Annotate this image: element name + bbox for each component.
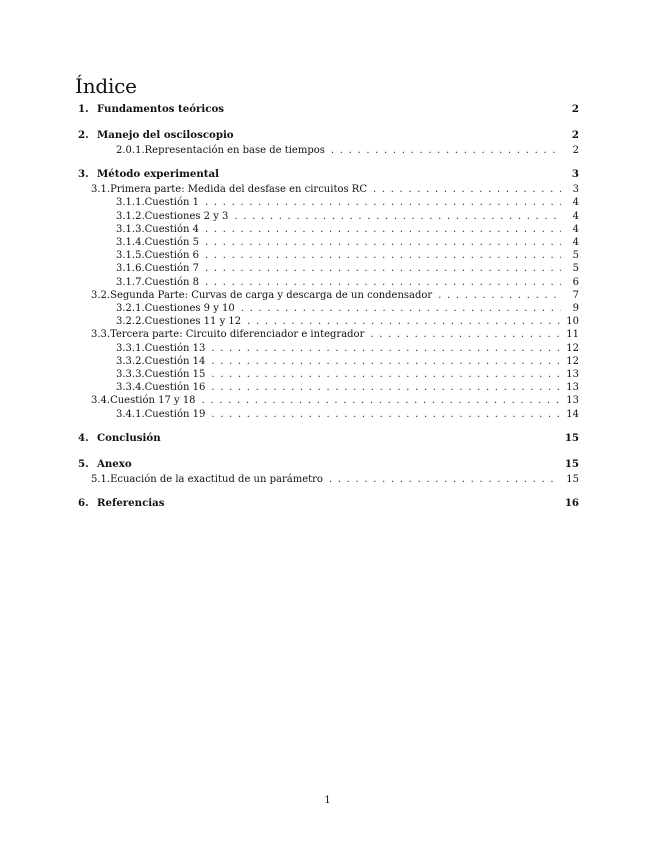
toc-dot-leader: [202, 394, 561, 407]
toc-entry-page: 12: [566, 355, 579, 367]
toc-entry-page: 2: [571, 129, 579, 141]
toc-entry-number: 3.4.: [91, 395, 111, 407]
toc-entry-page: 12: [566, 342, 579, 354]
toc-entry-label: Primera parte: Medida del desfase en circuitos RC: [110, 184, 367, 196]
toc-entry[interactable]: [78, 168, 579, 181]
toc-entry-number: 2.: [78, 129, 89, 141]
toc-entry-number: 2.0.1.: [116, 145, 145, 156]
toc-entry-page: 3: [571, 168, 579, 181]
toc-entry-label: Manejo del osciloscopio: [97, 129, 234, 141]
toc-entry[interactable]: [116, 368, 579, 381]
toc-entry-page: 5: [572, 250, 579, 262]
toc-entry[interactable]: [78, 458, 579, 471]
toc-entry-number: 3.3.: [91, 329, 111, 341]
toc-dot-leader: [205, 249, 561, 262]
toc-entry[interactable]: [116, 249, 579, 262]
toc-entry[interactable]: [91, 473, 579, 486]
toc-entry-page: 9: [572, 303, 579, 314]
toc-entry-page: 15: [564, 431, 579, 444]
toc-entry[interactable]: [91, 289, 579, 302]
toc-entry[interactable]: [116, 381, 579, 394]
toc-heading: Índice: [75, 74, 137, 98]
toc-dot-leader: [205, 196, 561, 209]
toc-entry-page: 15: [566, 473, 579, 485]
toc-entry-label: Representación en base de tiempos: [144, 145, 325, 156]
toc-entry-number: 5.: [78, 457, 89, 470]
toc-entry-number: 6.: [78, 497, 89, 509]
toc-entry-number: 3.1.1.: [116, 197, 145, 209]
toc-dot-leader: [211, 381, 560, 394]
toc-entry-label: Cuestión 16: [144, 382, 206, 394]
toc-entry-label: Fundamentos teóricos: [97, 103, 224, 115]
toc-entry[interactable]: [116, 144, 579, 157]
toc-entry[interactable]: [78, 103, 579, 116]
toc-entry[interactable]: [91, 394, 579, 407]
toc-entry-label: Tercera parte: Circuito diferenciador e integrador: [110, 329, 365, 341]
toc-dot-leader: [211, 408, 560, 421]
toc-entry-label: Cuestiones 2 y 3: [144, 210, 229, 222]
toc-dot-leader: [205, 236, 561, 249]
toc-dot-leader: [247, 315, 560, 328]
toc-entry-label: Cuestión 14: [144, 355, 206, 367]
toc-entry-page: 2: [572, 145, 579, 156]
toc-entry[interactable]: [78, 129, 579, 142]
toc-entry[interactable]: [116, 302, 579, 315]
toc-entry[interactable]: [116, 408, 579, 421]
toc-entry-number: 3.1.6.: [116, 263, 145, 275]
toc-entry[interactable]: [116, 355, 579, 368]
toc-entry-number: 3.1.: [91, 184, 111, 196]
toc-entry-label: Conclusión: [97, 431, 161, 444]
toc-entry-page: 13: [566, 369, 579, 380]
toc-entry-label: Cuestiones 9 y 10: [144, 303, 235, 314]
toc-dot-leader: [211, 342, 560, 355]
toc-entry-page: 11: [566, 329, 579, 341]
toc-entry-label: Método experimental: [97, 168, 219, 181]
toc-entry-number: 5.1.: [91, 473, 111, 485]
toc-entry-number: 3.1.5.: [116, 250, 145, 262]
toc-dot-leader: [234, 210, 561, 223]
toc-entry[interactable]: [116, 236, 579, 249]
toc-entry-number: 3.3.4.: [116, 382, 145, 394]
toc-entry[interactable]: [116, 262, 579, 275]
toc-entry-page: 13: [566, 395, 579, 407]
toc-entry-number: 3.: [78, 168, 89, 181]
toc-dot-leader: [331, 144, 561, 157]
toc-entry-number: 3.3.2.: [116, 355, 145, 367]
toc-entry-label: Cuestión 15: [144, 369, 206, 380]
toc-entry-label: Cuestión 5: [144, 237, 199, 248]
toc-entry-label: Cuestión 17 y 18: [110, 395, 196, 407]
toc-entry-label: Cuestión 1: [144, 197, 199, 209]
toc-entry-label: Cuestiones 11 y 12: [144, 316, 242, 328]
toc-entry-label: Segunda Parte: Curvas de carga y descarga de un condensador: [110, 289, 433, 301]
toc-dot-leader: [211, 355, 560, 368]
toc-entry-page: 7: [572, 289, 579, 301]
toc-entry-label: Cuestión 8: [144, 276, 199, 288]
toc-dot-leader: [438, 289, 561, 302]
toc-entry-label: Anexo: [97, 457, 132, 470]
toc-entry[interactable]: [91, 183, 579, 196]
toc-entry-number: 3.3.1.: [116, 342, 145, 354]
toc-entry[interactable]: [116, 210, 579, 223]
toc-entry-label: Cuestión 13: [144, 342, 206, 354]
toc-entry-page: 3: [572, 184, 579, 196]
toc-dot-leader: [205, 223, 561, 236]
toc-entry-number: 4.: [78, 431, 89, 444]
toc-dot-leader: [329, 473, 560, 486]
toc-entry[interactable]: [116, 342, 579, 355]
toc-entry-page: 5: [572, 263, 579, 275]
toc-dot-leader: [373, 183, 561, 196]
toc-entry-number: 3.1.3.: [116, 223, 145, 235]
toc-dot-leader: [211, 368, 560, 381]
toc-entry-page: 2: [571, 103, 579, 115]
toc-entry-page: 4: [572, 210, 579, 222]
toc-entry-label: Ecuación de la exactitud de un parámetro: [110, 473, 323, 485]
toc-entry-label: Cuestión 19: [144, 408, 206, 420]
toc-entry[interactable]: [116, 315, 579, 328]
toc-entry[interactable]: [91, 328, 579, 341]
toc-entry-page: 4: [572, 237, 579, 248]
toc-dot-leader: [241, 302, 561, 315]
toc-entry[interactable]: [116, 276, 579, 289]
toc-entry-number: 3.3.3.: [116, 369, 145, 380]
toc-entry-page: 16: [564, 497, 579, 509]
toc-entry-number: 3.1.4.: [116, 237, 145, 248]
toc-entry-page: 6: [572, 276, 579, 288]
toc-entry-number: 1.: [78, 103, 89, 115]
toc-dot-leader: [205, 262, 561, 275]
page-number-footer: 1: [324, 795, 331, 806]
toc-dot-leader: [205, 276, 561, 289]
toc-entry-number: 3.4.1.: [116, 408, 145, 420]
toc-entry[interactable]: [116, 223, 579, 236]
toc-entry-page: 4: [572, 223, 579, 235]
toc-entry-page: 15: [564, 457, 579, 470]
toc-entry-page: 4: [572, 197, 579, 209]
toc-entry-label: Referencias: [97, 497, 165, 509]
toc-entry-number: 3.2.2.: [116, 316, 145, 328]
toc-entry-page: 10: [566, 316, 579, 328]
toc-entry-number: 3.2.: [91, 289, 111, 301]
toc-entry-number: 3.1.2.: [116, 210, 145, 222]
toc-entry-page: 14: [566, 408, 579, 420]
toc-entry[interactable]: [78, 432, 579, 445]
toc-entry[interactable]: [78, 497, 579, 510]
toc-entry-number: 3.2.1.: [116, 303, 145, 314]
toc-entry-label: Cuestión 4: [144, 223, 199, 235]
toc-entry-label: Cuestión 7: [144, 263, 199, 275]
toc-dot-leader: [370, 328, 560, 341]
toc-entry-page: 13: [566, 382, 579, 394]
toc-entry[interactable]: [116, 196, 579, 209]
toc-entry-label: Cuestión 6: [144, 250, 199, 262]
toc-entry-number: 3.1.7.: [116, 276, 145, 288]
